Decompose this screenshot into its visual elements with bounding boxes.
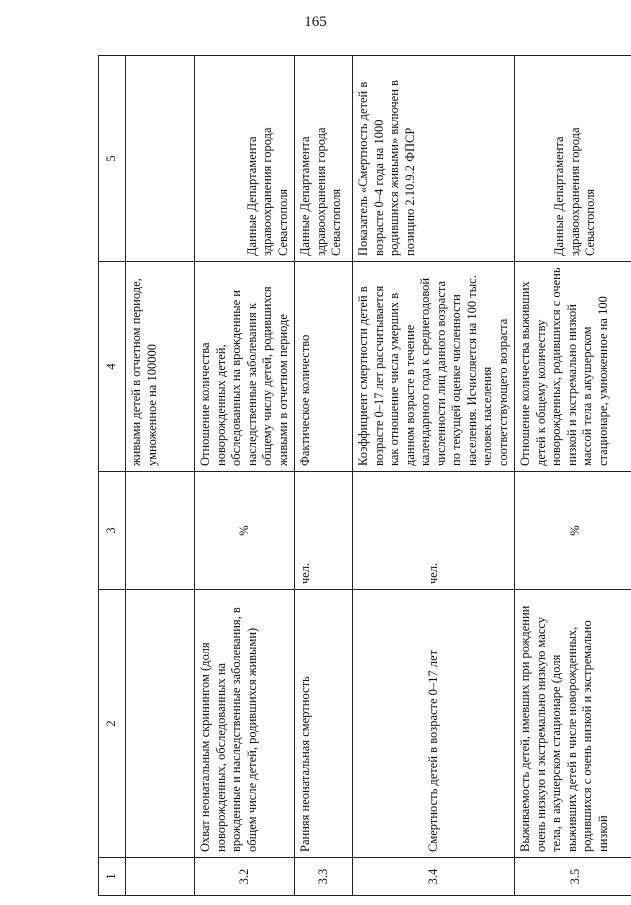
row-number: 3.4 [353, 858, 515, 896]
calculation-method: Коэффициент смертности детей в возрасте 0–17 лет рассчитывается как отношение числа умерших в данном возрасте в течение календарного года к среднегодовой численности лиц данного возраста по текущей оценке численности населения. Исчисляется на 100 тыс. человек населения соответствующего возраста [353, 262, 515, 472]
header-cell: 3 [99, 472, 126, 590]
header-cell: 2 [99, 590, 126, 858]
unit: чел. [295, 472, 353, 590]
data-source [126, 56, 195, 262]
unit: чел. [353, 472, 515, 590]
data-source: Данные Департамента здравоохранения города Севастополя [295, 56, 353, 262]
indicator-name: Охват неонатальным скринингом (доля новорожденных, обследованных на врожденные и наследственные заболевания, в общем числе детей, родившихся живыми) [195, 590, 295, 858]
row-number: 3.5 [515, 858, 631, 896]
indicator-name: Смертность детей в возрасте 0–17 лет [353, 590, 515, 858]
calculation-method: Фактическое количество [295, 262, 353, 472]
row-number: 3.3 [295, 858, 353, 896]
header-cell: 1 [99, 858, 126, 896]
row-number [126, 858, 195, 896]
indicators-table [98, 55, 631, 896]
page-number: 165 [304, 14, 327, 30]
indicator-name: Выживаемость детей, имевших при рождении очень низкую и экстремально низкую массу тела, в акушерском стационаре (доля выживших детей в числе новорожденных, родившихся с очень низкой и экстремально низкой [515, 590, 631, 858]
table-row [195, 56, 295, 896]
row-number: 3.2 [195, 858, 295, 896]
unit [126, 472, 195, 590]
table-row [515, 56, 631, 896]
header-row [99, 56, 126, 896]
data-source: Показатель «Смертность детей в возрасте 0–4 года на 1000 родившихся живыми» включен в позицию 2.10.9.2 ФПСР [353, 56, 515, 262]
data-source: Данные Департамента здравоохранения города Севастополя [515, 56, 631, 262]
rotated-table-container [98, 56, 610, 896]
header-cell: 4 [99, 262, 126, 472]
table-row [353, 56, 515, 896]
header-cell: 5 [99, 56, 126, 262]
unit: % [515, 472, 631, 590]
data-source: Данные Департамента здравоохранения города Севастополя [195, 56, 295, 262]
calculation-method: Отношение количества новорожденных детей, обследованных на врожденные и наследственные заболевания к общему числу детей, родившихся живыми в отчетном периоде [195, 262, 295, 472]
table-row [126, 56, 195, 896]
calculation-method: Отношение количества выживших детей к общему количеству новорожденных, родившихся с очень низкой и экстремально низкой массой тела в акушерском стационаре, умноженное на 100 [515, 262, 631, 472]
indicator-name [126, 590, 195, 858]
calculation-method: живыми детей в отчетном периоде, умноженное на 100000 [126, 262, 195, 472]
table-row [295, 56, 353, 896]
unit: % [195, 472, 295, 590]
indicator-name: Ранняя неонатальная смертность [295, 590, 353, 858]
